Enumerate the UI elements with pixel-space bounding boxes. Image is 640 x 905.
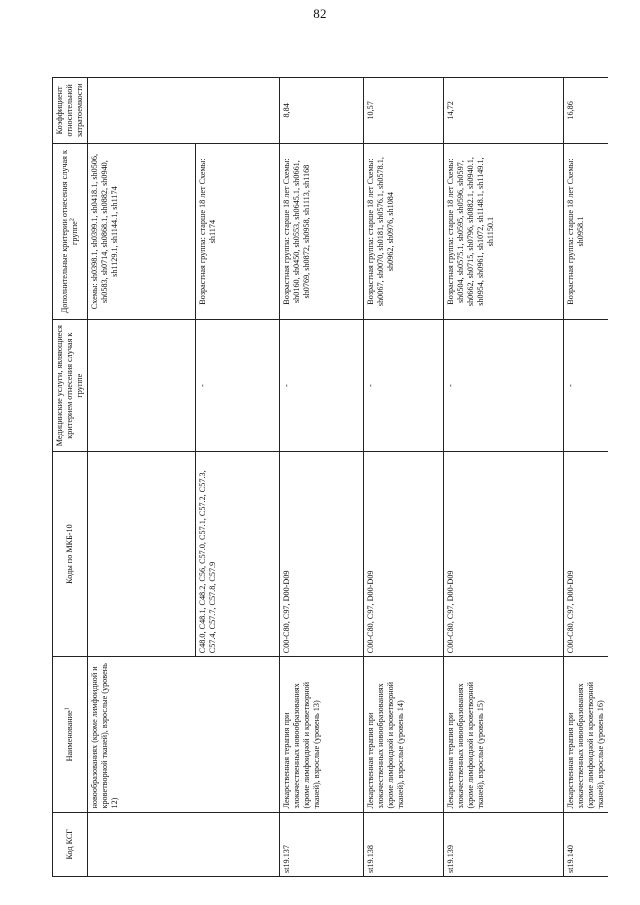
cell-med: - (280, 320, 364, 451)
cell-code: st19.138 (364, 812, 444, 876)
cell-criteria: Возрастная группа: старше 18 лет Схемы: sh0160, sh0450, sh0553, sh0645.1, sh0661, sh0769, sh0872, sh0958, sh1113, sh1168 (280, 143, 364, 320)
cell-criteria: Возрастная группа: старше 18 лет Схемы: sh0504, sh0575.1, sh0595, sh0596, sh0597, sh0662, sh0715, sh0796, sh0882.1, sh0940.1, sh0954, sh0961, sh1072, sh1148.1, sh1149.1, sh1150.1 (444, 143, 564, 320)
table-viewport (52, 77, 608, 877)
cell-med: - (196, 320, 280, 451)
header-criteria: Дополнительные критерии отнесения случая к группе$^2$ (53, 143, 88, 320)
table-row (564, 78, 609, 877)
header-row (53, 78, 88, 877)
cell-mkb: C48.0, C48.1, C48.2, C56, C57.0, C57.1, C57.2, C57.3, C57.4, C57.7, C57.8, C57.9 (196, 451, 280, 656)
cell-med (88, 320, 196, 451)
cell-mkb (88, 451, 196, 656)
cell-code: st19.137 (280, 812, 364, 876)
cell-coefficient: 10,57 (364, 78, 444, 144)
cell-coefficient: 16,86 (564, 78, 609, 144)
cell-name: Лекарственная терапия при злокачественных новообразованиях (кроме лимфоидной и кроветворной тканей), взрослые (уровень 15) (444, 657, 564, 812)
header-coefficient: Коэффициент относительной затратоемкости (53, 78, 88, 144)
ksg-table (52, 77, 608, 877)
cell-code (88, 812, 280, 876)
cell-mkb: C00-C80, C97, D00-D09 (364, 451, 444, 656)
cell-criteria: Возрастная группа: старше 18 лет Схемы: sh0067, sh0070, sh0181, sh0576.1, sh0578.1, sh0962, sh0976, sh1084 (364, 143, 444, 320)
cell-mkb: C00-C80, C97, D00-D09 (564, 451, 609, 656)
table-row (444, 78, 564, 877)
cell-med: - (364, 320, 444, 451)
cell-criteria: Возрастная группа: старше 18 лет Схемы: sh0958.1 (564, 143, 609, 320)
cell-code: st19.139 (444, 812, 564, 876)
cell-code: st19.140 (564, 812, 609, 876)
header-code: Код КСГ (53, 812, 88, 876)
cell-coefficient: 14,72 (444, 78, 564, 144)
header-name: Наименование$^1$ (53, 657, 88, 812)
cell-med: - (444, 320, 564, 451)
cell-name: Лекарственная терапия при злокачественных новообразованиях (кроме лимфоидной и кроветворной тканей), взрослые (уровень 16) (564, 657, 609, 812)
cell-name: Лекарственная терапия при злокачественных новообразованиях (кроме лимфоидной и кроветворной тканей), взрослые (уровень 14) (364, 657, 444, 812)
cell-name: Лекарственная терапия при злокачественных новообразованиях (кроме лимфоидной и кроветворной тканей), взрослые (уровень 13) (280, 657, 364, 812)
cell-coefficient (88, 78, 280, 144)
cell-criteria: Схемы: sh0398.1, sh0399.1, sh0418.1, sh0506, sh0583, sh0714, sh0868.1, sh0882, sh0940, sh1129.1, sh1144.1, sh1174 (88, 143, 196, 320)
cell-mkb: C00-C80, C97, D00-D09 (280, 451, 364, 656)
table-row (280, 78, 364, 877)
table-row-continuation (88, 78, 196, 877)
cell-mkb: C00-C80, C97, D00-D09 (444, 451, 564, 656)
cell-name: новообразованиях (кроме лимфоидной и кроветворной тканей), взрослые (уровень 12) (88, 657, 280, 812)
page-number: 82 (313, 6, 327, 21)
header-med-services: Медицинские услуги, являющиеся критерием отнесения случая к группе (53, 320, 88, 451)
cell-med: - (564, 320, 609, 451)
header-mkb: Коды по МКБ-10 (53, 451, 88, 656)
cell-criteria: Возрастная группа: старше 18 лет Схемы: sh1174 (196, 143, 280, 320)
table-row (364, 78, 444, 877)
cell-coefficient: 8,84 (280, 78, 364, 144)
